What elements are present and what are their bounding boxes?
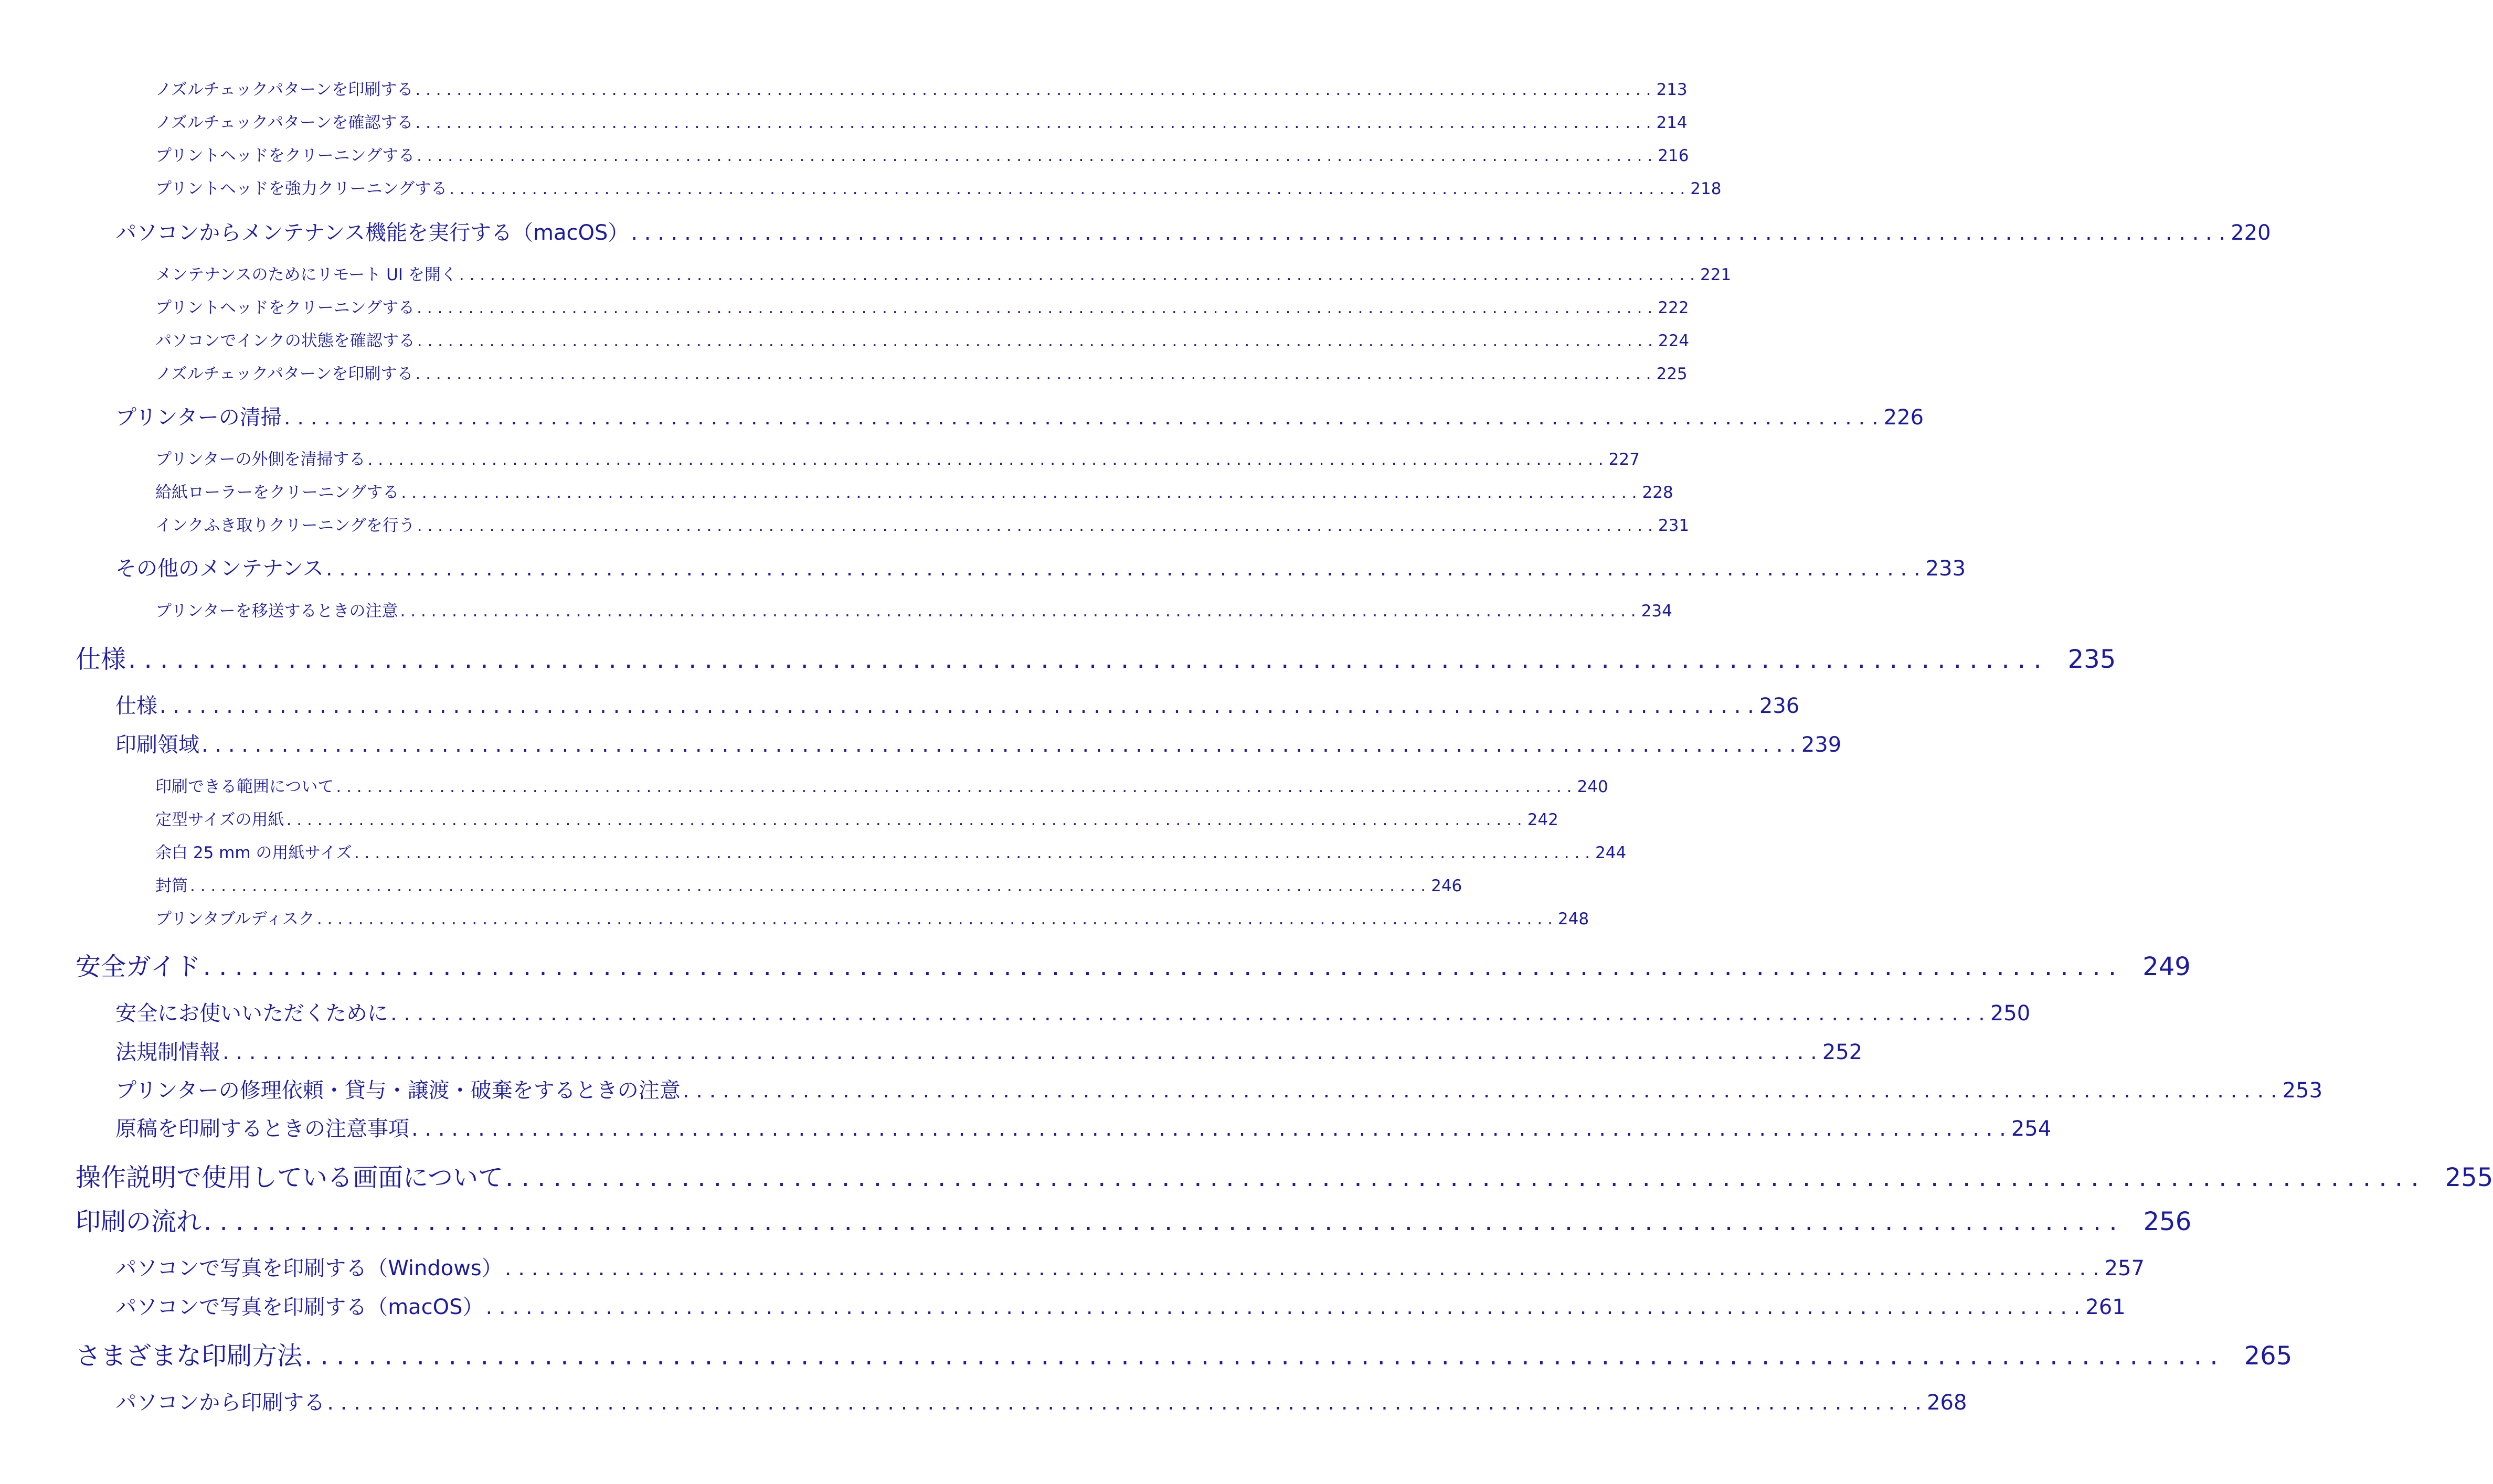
toc-entry-page: 225 bbox=[1656, 365, 1688, 383]
dot-leader: . . . . . . . . . . . . . . . . . . . . . . . . . . . . . . . . . . . . . . . . . . . . . . . . . . . . . . . . . . . . . . . . . . . . . . . . . . . . . . . . . . . . . . . . . . . . . . . . . . . . . . . . . . . . . . . . . . . . . . . . bbox=[203, 952, 2117, 981]
dot-leader: . . . . . . . . . . . . . . . . . . . . . . . . . . . . . . . . . . . . . . . . . . . . . . . . . . . . . . . . . . . . . . . . . . . . . . . . . . . . . . . . . . . . . . . . . . . . . . . . . . . . . . . . . . . . . . . . . . . . . . . . bbox=[336, 777, 1572, 796]
toc-entry-title: プリントヘッドを強力クリーニングする bbox=[155, 179, 448, 198]
toc-entry[interactable] bbox=[115, 552, 1966, 582]
toc-entry[interactable] bbox=[115, 216, 2271, 246]
dot-leader: . . . . . . . . . . . . . . . . . . . . . . . . . . . . . . . . . . . . . . . . . . . . . . . . . . . . . . . . . . . . . . . . . . . . . . . . . . . . . . . . . . . . . . . . . . . . . . . . . . . . . . . . . . . . . . . . . . . . . . . . bbox=[367, 450, 1604, 469]
toc-entry[interactable] bbox=[115, 1290, 2126, 1320]
toc-entry[interactable] bbox=[155, 597, 1672, 621]
dot-leader: . . . . . . . . . . . . . . . . . . . . . . . . . . . . . . . . . . . . . . . . . . . . . . . . . . . . . . . . . . . . . . . . . . . . . . . . . . . . . . . . . . . . . . . . . . . . . . . . . . . . . . . . . . . . . . . . . . . . . . . . bbox=[415, 365, 1651, 383]
dot-leader: . . . . . . . . . . . . . . . . . . . . . . . . . . . . . . . . . . . . . . . . . . . . . . . . . . . . . . . . . . . . . . . . . . . . . . . . . . . . . . . . . . . . . . . . . . . . . . . . . . . . . . . . . . . . . . . . . . . . . . . . bbox=[304, 1341, 2218, 1371]
toc-entry-page: 255 bbox=[2445, 1163, 2493, 1192]
dot-leader: . . . . . . . . . . . . . . . . . . . . . . . . . . . . . . . . . . . . . . . . . . . . . . . . . . . . . . . . . . . . . . . . . . . . . . . . . . . . . . . . . . . . . . . . . . . . . . . . . . . . . . . . . . . . . . . . . . . . . . . . bbox=[459, 265, 1695, 284]
dot-leader: . . . . . . . . . . . . . . . . . . . . . . . . . . . . . . . . . . . . . . . . . . . . . . . . . . . . . . . . . . . . . . . . . . . . . . . . . . . . . . . . . . . . . . . . . . . . . . . . . . . . . . . . . . . . . . . . . . . . . . . . bbox=[417, 298, 1653, 317]
toc-entry[interactable] bbox=[155, 773, 1608, 797]
toc-entry-title: さまざまな印刷方法 bbox=[76, 1341, 303, 1371]
dot-leader: . . . . . . . . . . . . . . . . . . . . . . . . . . . . . . . . . . . . . . . . . . . . . . . . . . . . . . . . . . . . . . . . . . . . . . . . . . . . . . . . . . . . . . . . . . . . . . . . . . . . . . . . . . . . . . . . . . . . . . . . bbox=[222, 1040, 1817, 1064]
toc-entry[interactable] bbox=[155, 872, 1462, 896]
toc-entry-page: 233 bbox=[1925, 557, 1966, 581]
toc-entry[interactable] bbox=[115, 401, 1924, 431]
toc-entry[interactable] bbox=[115, 1112, 2052, 1142]
toc-entry-title: 仕様 bbox=[76, 645, 126, 674]
toc-entry-page: 227 bbox=[1608, 450, 1640, 469]
dot-leader: . . . . . . . . . . . . . . . . . . . . . . . . . . . . . . . . . . . . . . . . . . . . . . . . . . . . . . . . . . . . . . . . . . . . . . . . . . . . . . . . . . . . . . . . . . . . . . . . . . . . . . . . . . . . . . . . . . . . . . . . bbox=[449, 179, 1685, 198]
toc-entry[interactable] bbox=[115, 1386, 1967, 1416]
toc-entry-page: 252 bbox=[1822, 1040, 1863, 1064]
dot-leader: . . . . . . . . . . . . . . . . . . . . . . . . . . . . . . . . . . . . . . . . . . . . . . . . . . . . . . . . . . . . . . . . . . . . . . . . . . . . . . . . . . . . . . . . . . . . . . . . . . . . . . . . . . . . . . . . . . . . . . . . bbox=[401, 483, 1637, 502]
toc-entry[interactable] bbox=[115, 997, 2031, 1027]
toc-entry[interactable] bbox=[155, 479, 1673, 503]
toc-entry-title: その他のメンテナンス bbox=[115, 557, 324, 581]
toc-entry-title: 定型サイズの用紙 bbox=[155, 810, 284, 829]
toc-entry[interactable] bbox=[155, 175, 1722, 199]
toc-entry[interactable] bbox=[76, 639, 2116, 675]
toc-entry-page: 246 bbox=[1431, 877, 1462, 895]
toc-entry-page: 248 bbox=[1557, 910, 1589, 928]
toc-entry-title: 余白 25 mm の用紙サイズ bbox=[155, 844, 352, 862]
dot-leader: . . . . . . . . . . . . . . . . . . . . . . . . . . . . . . . . . . . . . . . . . . . . . . . . . . . . . . . . . . . . . . . . . . . . . . . . . . . . . . . . . . . . . . . . . . . . . . . . . . . . . . . . . . . . . . . . . . . . . . . . bbox=[417, 146, 1653, 165]
toc-entry[interactable] bbox=[155, 294, 1689, 318]
toc-entry-title: パソコンから印刷する bbox=[115, 1391, 325, 1415]
toc-entry-page: 265 bbox=[2244, 1341, 2293, 1371]
toc-entry-title: パソコンでインクの状態を確認する bbox=[155, 332, 415, 350]
dot-leader: . . . . . . . . . . . . . . . . . . . . . . . . . . . . . . . . . . . . . . . . . . . . . . . . . . . . . . . . . . . . . . . . . . . . . . . . . . . . . . . . . . . . . . . . . . . . . . . . . . . . . . . . . . . . . . . . . . . . . . . . bbox=[160, 694, 1754, 718]
toc-entry-title: 仕様 bbox=[115, 694, 157, 718]
toc-entry-page: 256 bbox=[2143, 1207, 2192, 1236]
toc-entry-page: 213 bbox=[1656, 80, 1688, 99]
toc-entry[interactable] bbox=[155, 512, 1690, 536]
toc-entry-title: 封筒 bbox=[155, 877, 188, 895]
toc-entry[interactable] bbox=[115, 689, 1800, 719]
toc-entry-page: 236 bbox=[1759, 694, 1800, 718]
toc-entry-page: 250 bbox=[1990, 1001, 2031, 1026]
toc-entry[interactable] bbox=[155, 360, 1688, 384]
dot-leader: . . . . . . . . . . . . . . . . . . . . . . . . . . . . . . . . . . . . . . . . . . . . . . . . . . . . . . . . . . . . . . . . . . . . . . . . . . . . . . . . . . . . . . . . . . . . . . . . . . . . . . . . . . . . . . . . . . . . . . . . bbox=[411, 1117, 2006, 1141]
dot-leader: . . . . . . . . . . . . . . . . . . . . . . . . . . . . . . . . . . . . . . . . . . . . . . . . . . . . . . . . . . . . . . . . . . . . . . . . . . . . . . . . . . . . . . . . . . . . . . . . . . . . . . . . . . . . . . . . . . . . . . . . bbox=[504, 1256, 2099, 1280]
toc-entry-title: メンテナンスのためにリモート UI を開く bbox=[155, 265, 457, 284]
toc-entry-page: 224 bbox=[1658, 332, 1690, 350]
dot-leader: . . . . . . . . . . . . . . . . . . . . . . . . . . . . . . . . . . . . . . . . . . . . . . . . . . . . . . . . . . . . . . . . . . . . . . . . . . . . . . . . . . . . . . . . . . . . . . . . . . . . . . . . . . . . . . . . . . . . . . . . bbox=[400, 602, 1636, 621]
dot-leader: . . . . . . . . . . . . . . . . . . . . . . . . . . . . . . . . . . . . . . . . . . . . . . . . . . . . . . . . . . . . . . . . . . . . . . . . . . . . . . . . . . . . . . . . . . . . . . . . . . . . . . . . . . . . . . . . . . . . . . . . bbox=[204, 1207, 2117, 1236]
toc-entry[interactable] bbox=[155, 76, 1688, 100]
toc-entry-page: 254 bbox=[2011, 1117, 2052, 1141]
toc-entry-title: プリンタブルディスク bbox=[155, 910, 315, 928]
dot-leader: . . . . . . . . . . . . . . . . . . . . . . . . . . . . . . . . . . . . . . . . . . . . . . . . . . . . . . . . . . . . . . . . . . . . . . . . . . . . . . . . . . . . . . . . . . . . . . . . . . . . . . . . . . . . . . . . . . . . . . . . bbox=[286, 810, 1522, 829]
dot-leader: . . . . . . . . . . . . . . . . . . . . . . . . . . . . . . . . . . . . . . . . . . . . . . . . . . . . . . . . . . . . . . . . . . . . . . . . . . . . . . . . . . . . . . . . . . . . . . . . . . . . . . . . . . . . . . . . . . . . . . . . bbox=[631, 221, 2226, 245]
toc-entry-page: 242 bbox=[1527, 810, 1558, 829]
toc-entry-title: 法規制情報 bbox=[115, 1040, 220, 1064]
toc-entry-title: パソコンで写真を印刷する（macOS） bbox=[115, 1295, 484, 1319]
toc-entry-title: パソコンからメンテナンス機能を実行する（macOS） bbox=[115, 221, 629, 245]
toc-entry[interactable] bbox=[76, 946, 2191, 983]
toc-entry[interactable] bbox=[76, 1157, 2493, 1193]
dot-leader: . . . . . . . . . . . . . . . . . . . . . . . . . . . . . . . . . . . . . . . . . . . . . . . . . . . . . . . . . . . . . . . . . . . . . . . . . . . . . . . . . . . . . . . . . . . . . . . . . . . . . . . . . . . . . . . . . . . . . . . . bbox=[325, 557, 1921, 581]
toc-entry[interactable] bbox=[155, 905, 1589, 929]
toc-entry-page: 214 bbox=[1656, 113, 1688, 132]
toc-entry-title: 印刷の流れ bbox=[76, 1207, 202, 1236]
toc-entry[interactable] bbox=[155, 109, 1688, 133]
toc-entry-title: 原稿を印刷するときの注意事項 bbox=[115, 1117, 409, 1141]
toc-entry[interactable] bbox=[155, 261, 1732, 285]
toc-entry-page: 222 bbox=[1658, 298, 1689, 317]
dot-leader: . . . . . . . . . . . . . . . . . . . . . . . . . . . . . . . . . . . . . . . . . . . . . . . . . . . . . . . . . . . . . . . . . . . . . . . . . . . . . . . . . . . . . . . . . . . . . . . . . . . . . . . . . . . . . . . . . . . . . . . . bbox=[190, 877, 1426, 895]
dot-leader: . . . . . . . . . . . . . . . . . . . . . . . . . . . . . . . . . . . . . . . . . . . . . . . . . . . . . . . . . . . . . . . . . . . . . . . . . . . . . . . . . . . . . . . . . . . . . . . . . . . . . . . . . . . . . . . . . . . . . . . . bbox=[128, 645, 2042, 674]
toc-entry[interactable] bbox=[155, 446, 1640, 469]
dot-leader: . . . . . . . . . . . . . . . . . . . . . . . . . . . . . . . . . . . . . . . . . . . . . . . . . . . . . . . . . . . . . . . . . . . . . . . . . . . . . . . . . . . . . . . . . . . . . . . . . . . . . . . . . . . . . . . . . . . . . . . . bbox=[327, 1391, 1922, 1415]
dot-leader: . . . . . . . . . . . . . . . . . . . . . . . . . . . . . . . . . . . . . . . . . . . . . . . . . . . . . . . . . . . . . . . . . . . . . . . . . . . . . . . . . . . . . . . . . . . . . . . . . . . . . . . . . . . . . . . . . . . . . . . . bbox=[316, 910, 1553, 928]
toc-entry-page: 239 bbox=[1801, 733, 1842, 757]
toc-entry[interactable] bbox=[155, 327, 1690, 351]
toc-entry-title: プリントヘッドをクリーニングする bbox=[155, 298, 415, 317]
dot-leader: . . . . . . . . . . . . . . . . . . . . . . . . . . . . . . . . . . . . . . . . . . . . . . . . . . . . . . . . . . . . . . . . . . . . . . . . . . . . . . . . . . . . . . . . . . . . . . . . . . . . . . . . . . . . . . . . . . . . . . . . bbox=[283, 405, 1879, 430]
toc-entry-title: 安全にお使いいただくために bbox=[115, 1001, 388, 1026]
toc-entry[interactable] bbox=[155, 806, 1558, 830]
toc-entry-page: 268 bbox=[1927, 1391, 1967, 1415]
dot-leader: . . . . . . . . . . . . . . . . . . . . . . . . . . . . . . . . . . . . . . . . . . . . . . . . . . . . . . . . . . . . . . . . . . . . . . . . . . . . . . . . . . . . . . . . . . . . . . . . . . . . . . . . . . . . . . . . . . . . . . . . bbox=[415, 113, 1651, 132]
dot-leader: . . . . . . . . . . . . . . . . . . . . . . . . . . . . . . . . . . . . . . . . . . . . . . . . . . . . . . . . . . . . . . . . . . . . . . . . . . . . . . . . . . . . . . . . . . . . . . . . . . . . . . . . . . . . . . . . . . . . . . . . bbox=[415, 80, 1651, 99]
toc-entry-title: ノズルチェックパターンを確認する bbox=[155, 113, 413, 132]
toc-entry[interactable] bbox=[115, 1252, 2145, 1282]
toc-entry-page: 228 bbox=[1642, 483, 1673, 502]
toc-entry-page: 249 bbox=[2142, 952, 2191, 981]
toc-entry[interactable] bbox=[155, 839, 1627, 863]
toc-entry-page: 240 bbox=[1577, 777, 1608, 796]
toc-entry-title: 給紙ローラーをクリーニングする bbox=[155, 483, 399, 502]
dot-leader: . . . . . . . . . . . . . . . . . . . . . . . . . . . . . . . . . . . . . . . . . . . . . . . . . . . . . . . . . . . . . . . . . . . . . . . . . . . . . . . . . . . . . . . . . . . . . . . . . . . . . . . . . . . . . . . . . . . . . . . . bbox=[485, 1295, 2081, 1319]
toc-entry[interactable] bbox=[115, 1035, 1863, 1065]
toc-entry[interactable] bbox=[76, 1336, 2293, 1372]
toc-entry-page: 234 bbox=[1641, 602, 1672, 621]
dot-leader: . . . . . . . . . . . . . . . . . . . . . . . . . . . . . . . . . . . . . . . . . . . . . . . . . . . . . . . . . . . . . . . . . . . . . . . . . . . . . . . . . . . . . . . . . . . . . . . . . . . . . . . . . . . . . . . . . . . . . . . . bbox=[201, 733, 1796, 757]
toc-entry-page: 244 bbox=[1595, 844, 1627, 862]
toc-entry[interactable] bbox=[76, 1201, 2192, 1237]
toc-entry-title: インクふき取りクリーニングを行う bbox=[155, 516, 415, 535]
toc-entry-title: 印刷領域 bbox=[115, 733, 199, 757]
toc-entry[interactable] bbox=[115, 1074, 2323, 1104]
toc-entry-page: 221 bbox=[1700, 265, 1732, 284]
toc-entry-title: 印刷できる範囲について bbox=[155, 777, 334, 796]
toc-entry-title: パソコンで写真を印刷する（Windows） bbox=[115, 1256, 503, 1280]
toc-entry-title: ノズルチェックパターンを印刷する bbox=[155, 80, 413, 99]
toc-entry[interactable] bbox=[115, 728, 1842, 758]
dot-leader: . . . . . . . . . . . . . . . . . . . . . . . . . . . . . . . . . . . . . . . . . . . . . . . . . . . . . . . . . . . . . . . . . . . . . . . . . . . . . . . . . . . . . . . . . . . . . . . . . . . . . . . . . . . . . . . . . . . . . . . . bbox=[390, 1001, 1985, 1026]
toc-entry-page: 253 bbox=[2282, 1079, 2323, 1103]
dot-leader: . . . . . . . . . . . . . . . . . . . . . . . . . . . . . . . . . . . . . . . . . . . . . . . . . . . . . . . . . . . . . . . . . . . . . . . . . . . . . . . . . . . . . . . . . . . . . . . . . . . . . . . . . . . . . . . . . . . . . . . . bbox=[505, 1163, 2419, 1192]
toc-entry-title: 安全ガイド bbox=[76, 952, 201, 981]
toc-entry-title: プリンターの清掃 bbox=[115, 405, 282, 430]
toc-entry-page: 257 bbox=[2104, 1256, 2145, 1280]
dot-leader: . . . . . . . . . . . . . . . . . . . . . . . . . . . . . . . . . . . . . . . . . . . . . . . . . . . . . . . . . . . . . . . . . . . . . . . . . . . . . . . . . . . . . . . . . . . . . . . . . . . . . . . . . . . . . . . . . . . . . . . . bbox=[417, 516, 1653, 535]
toc-entry-page: 235 bbox=[2067, 645, 2116, 674]
toc-entry-page: 218 bbox=[1690, 179, 1722, 198]
toc-entry-title: ノズルチェックパターンを印刷する bbox=[155, 365, 413, 383]
toc-entry-title: プリンターの修理依頼・貸与・譲渡・破棄をするときの注意 bbox=[115, 1079, 681, 1103]
toc-entry-title: プリンターの外側を清掃する bbox=[155, 450, 366, 469]
toc-entry-page: 231 bbox=[1658, 516, 1690, 535]
dot-leader: . . . . . . . . . . . . . . . . . . . . . . . . . . . . . . . . . . . . . . . . . . . . . . . . . . . . . . . . . . . . . . . . . . . . . . . . . . . . . . . . . . . . . . . . . . . . . . . . . . . . . . . . . . . . . . . . . . . . . . . . bbox=[354, 844, 1590, 862]
toc-entry-page: 261 bbox=[2085, 1295, 2126, 1319]
toc-entry-page: 226 bbox=[1883, 405, 1924, 430]
toc-entry-page: 216 bbox=[1658, 146, 1689, 165]
toc-entry-page: 220 bbox=[2231, 221, 2271, 245]
toc-entry-title: プリンターを移送するときの注意 bbox=[155, 602, 398, 621]
toc-entry-title: プリントヘッドをクリーニングする bbox=[155, 146, 415, 165]
dot-leader: . . . . . . . . . . . . . . . . . . . . . . . . . . . . . . . . . . . . . . . . . . . . . . . . . . . . . . . . . . . . . . . . . . . . . . . . . . . . . . . . . . . . . . . . . . . . . . . . . . . . . . . . . . . . . . . . . . . . . . . . bbox=[417, 332, 1653, 350]
toc-entry-title: 操作説明で使用している画面について bbox=[76, 1163, 504, 1192]
dot-leader: . . . . . . . . . . . . . . . . . . . . . . . . . . . . . . . . . . . . . . . . . . . . . . . . . . . . . . . . . . . . . . . . . . . . . . . . . . . . . . . . . . . . . . . . . . . . . . . . . . . . . . . . . . . . . . . . . . . . . . . . bbox=[682, 1079, 2277, 1103]
toc-entry[interactable] bbox=[155, 142, 1689, 166]
